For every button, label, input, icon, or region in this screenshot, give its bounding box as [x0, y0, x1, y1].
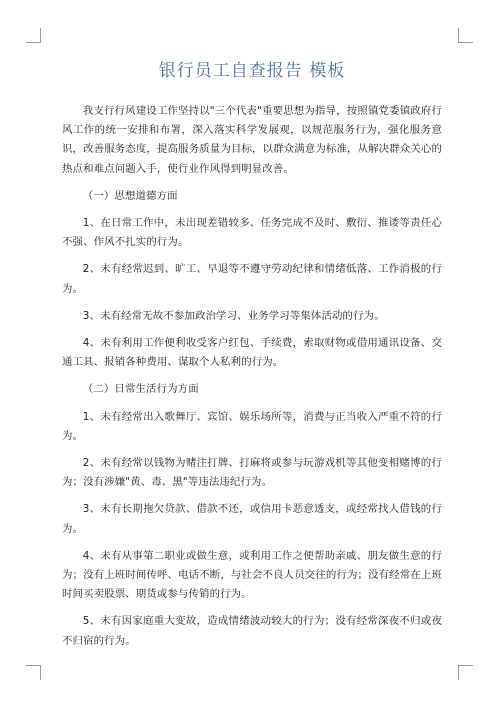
crop-mark-bottom-left [26, 665, 41, 680]
document-title: 银行员工自查报告 模板 [158, 61, 346, 81]
ideology-item-1: 1、在日常工作中，未出现差错较多、任务完成不及时、敷衍、推诿等责任心不强、作风不扎实的行为。 [62, 217, 442, 249]
ideology-item-2: 2、未有经常迟到、旷工、早退等不遵守劳动纪律和情绪低落、工作消极的行为。 [62, 263, 442, 295]
daily-life-item-2: 2、未有经常以钱物为赌注打牌、打麻将或参与玩游戏机等其他变相赌博的行为；没有涉嫌"黄、毒、黑"等违法违纪行为。 [62, 457, 442, 489]
daily-life-item-4: 4、未有从事第二职业或做生意，或利用工作之便帮助亲戚、朋友做生意的行为；没有上班时间传呼、电话不断，与社会不良人员交往的行为；没有经常在上班时间买卖股票、期货或参与传销的行为。 [62, 549, 442, 601]
daily-life-item-3: 3、未有长期拖欠贷款、借款不还，或信用卡恶意透支，或经常找人借钱的行为。 [62, 503, 442, 535]
crop-mark-top-right [458, 28, 473, 43]
intro-paragraph: 我支行行风建设工作坚持以"三个代表"重要思想为指导，按照镇党委镇政府行风工作的统一安排和布署，深入落实科学发展观，以规范服务行为，强化服务意识，改善服务态度，提高服务质量为目标，以群众满意为标准，从解决群众关心的热点和难点问题入手，使行业作风得到明显改善。 [62, 105, 442, 175]
crop-mark-bottom-right [458, 665, 473, 680]
daily-life-item-1: 1、未有经常出入歌舞厅、宾馆、娱乐场所等，消费与正当收入严重不符的行为。 [62, 410, 442, 442]
daily-life-item-5: 5、未有因家庭重大变故，造成情绪波动较大的行为；没有经常深夜不归或夜不归宿的行为。 [62, 615, 442, 647]
document-page [62, 58, 442, 651]
crop-mark-top-left [26, 28, 41, 43]
section-heading-ideology: （一）思想道德方面 [82, 189, 178, 202]
section-heading-daily-life: （二）日常生活行为方面 [82, 383, 199, 396]
ideology-item-3: 3、未有经常无故不参加政治学习、业务学习等集体活动的行为。 [82, 309, 385, 322]
ideology-item-4: 4、未有利用工作便利收受客户红包、手续费，索取财物或借用通讯设备、交通工具、报销各种费用、谋取个人私利的行为。 [62, 337, 442, 369]
